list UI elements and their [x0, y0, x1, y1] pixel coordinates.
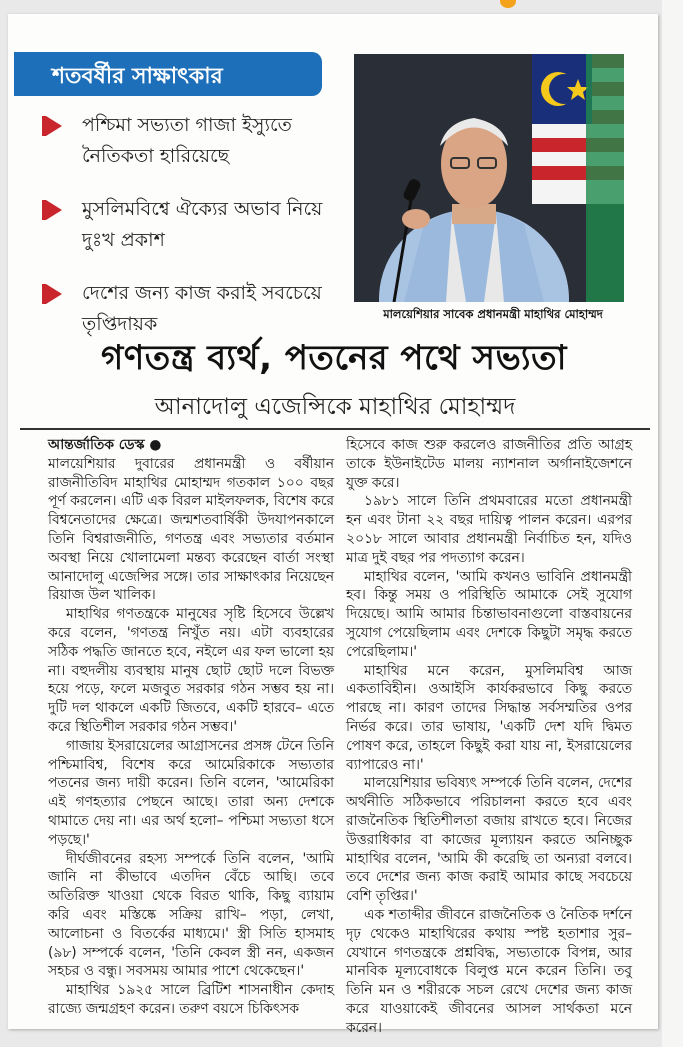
paragraph: মালয়েশিয়ার ভবিষ্যৎ সম্পর্কে তিনি বলেন, দেশের অর্থনীতি সঠিকভাবে পরিচালনা করতে হবে এবং রাজনৈতিক স্থিতিশীলতা বজায় রাখতে হবে। নিজের উত্তরাধিকার বা কাজের মূল্যায়ন করতে অনিচ্ছুক মাহাথির বলেন, 'আমি কী করেছি তা অন্যরা বলবে। তবে দেশের জন্য কাজ করাই আমার কাছে সবচেয়ে বেশি তৃপ্তির।' [346, 775, 632, 905]
highlight-text: পশ্চিমা সভ্যতা গাজা ইস্যুতে নৈতিকতা হারিয়েছে [82, 114, 292, 167]
section-banner [14, 52, 322, 96]
paragraph: মাহাথির মনে করেন, মুসলিমবিশ্ব আজ একতাবিহীন। ওআইসি কার্যকরভাবে কিছু করতে পারছে না। কারণ তাদের সিদ্ধান্ত সর্বসম্মতির ওপর নির্ভর করে। তার ভাষায়, 'একটি দেশ যদি দ্বিমত পোষণ করে, তাহলে কিছুই করা যায় না, ইসরায়েলের ব্যাপারেও না।' [346, 662, 632, 773]
paragraph: মাহাথির ১৯২৫ সালে ব্রিটিশ শাসনাধীন কেদাহ রাজ্যে জন্মগ্রহণ করেন। তরুণ বয়সে চিকিৎসক [48, 982, 334, 1017]
desk-credit: আন্তর্জাতিক ডেস্ক ● [48, 437, 162, 453]
article-column-2 [346, 436, 632, 1038]
arrow-icon [46, 284, 62, 304]
paragraph: ১৯৮১ সালে তিনি প্রথমবারের মতো প্রধানমন্ত্রী হন এবং টানা ২২ বছর দায়িত্ব পালন করেন। এরপর ২০১৮ সালে আবার প্রধানমন্ত্রী নির্বাচিত হন, যদিও মাত্র দুই বছর পর পদত্যাগ করেন। [346, 493, 632, 566]
subheadline: আনাদোলু এজেন্সিকে মাহাথির মোহাম্মদ [154, 394, 516, 420]
headline: গণতন্ত্র ব্যর্থ, পতনের পথে সভ্যতা [100, 338, 568, 378]
speaker-photo-illustration [354, 54, 624, 302]
photo-caption: মালয়েশিয়ার সাবেক প্রধানমন্ত্রী মাহাথির মোহাম্মদ [383, 307, 603, 321]
section-banner-label: শতবর্ষীর সাক্ষাৎকার [52, 64, 223, 89]
highlight-item [46, 110, 331, 172]
paragraph: মাহাথির বলেন, 'আমি কখনও ভাবিনি প্রধানমন্ত্রী হব। কিন্তু সময় ও পরিস্থিতি আমাকে সেই সুযোগ দিয়েছে। আমি আমার চিন্তাভাবনাগুলো বাস্তবায়নের সুযোগ পেয়েছিলাম এবং দেশকে কিছুটা সমৃদ্ধ করতে পেরেছিলাম।' [346, 568, 632, 660]
accent-dot [500, 0, 516, 8]
adjacent-page-edge [662, 0, 683, 1047]
highlight-list [46, 110, 331, 362]
arrow-icon [46, 200, 62, 220]
paragraph: দীর্ঘজীবনের রহস্য সম্পর্কে তিনি বলেন, 'আমি জানি না কীভাবে এতদিন বেঁচে আছি। তবে অতিরিক্ত খাওয়া থেকে বিরত থাকি, কিছু ব্যায়াম করি এবং মস্তিষ্কে সক্রিয় রাখি– পড়া, লেখা, আলোচনা ও বিতর্কের মাধ্যমে।' স্ত্রী সিতি হাসমাহ (৯৮) সম্পর্কে বলেন, 'তিনি কেবল স্ত্রী নন, একজন সহচর ও বন্ধু। সবসময় আমার পাশে থেকেছেন।' [48, 850, 334, 980]
news-photo [354, 54, 624, 302]
highlight-text: মুসলিমবিশ্বে ঐক্যের অভাব নিয়ে দুঃখ প্রকাশ [82, 198, 323, 251]
divider [20, 428, 650, 430]
paragraph: মাহাথির গণতন্ত্রকে মানুষের সৃষ্টি হিসেবে উল্লেখ করে বলেন, 'গণতন্ত্র নিখুঁত নয়। এটা ব্যবহারের সঠিক পদ্ধতি জানতে হবে, নইলে এর ফল ভালো হয় না। বহুদলীয় ব্যবস্থায় মানুষ ছোট ছোট দলে বিভক্ত হয়ে পড়ে, ফলে মজবুত সরকার গঠন সম্ভব হয় না। দুটি দল থাকলে একটি জিতবে, একটি হারবে– এতে করে স্থিতিশীল সরকার গঠন সম্ভব।' [48, 606, 334, 735]
highlight-item [46, 194, 331, 256]
arrow-icon [46, 116, 62, 136]
highlight-item [46, 278, 331, 340]
paragraph: এক শতাব্দীর জীবনে রাজনৈতিক ও নৈতিক দর্শনে দৃঢ় থেকেও মাহাথিরের কথায় স্পষ্ট হতাশার সুর– যেখানে গণতন্ত্রকে প্রশ্নবিদ্ধ, সভ্যতাকে বিপন্ন, আর মানবিক মূল্যবোধকে বিলুপ্ত মনে করেন তিনি। তবু তিনি মন ও শরীরকে সচল রেখে দেশের জন্য কাজ করে যাওয়াকেই জীবনের আসল সার্থকতা মনে করেন। [346, 906, 632, 1036]
article-column-1 [48, 436, 334, 1019]
paragraph: গাজায় ইসরায়েলের আগ্রাসনের প্রসঙ্গ টেনে তিনি পশ্চিমাবিশ্ব, বিশেষ করে আমেরিকাকে সভ্যতার পতনের জন্য দায়ী করেন। তিনি বলেন, 'আমেরিকা এই গণহত্যার পেছনে আছে। তারা অন্য দেশকে থামাতে দেয় না। এর অর্থ হলো– পশ্চিমা সভ্যতা ধসে পড়ছে।' [48, 737, 334, 848]
paragraph: মালয়েশিয়ার দুবারের প্রধানমন্ত্রী ও বর্ষীয়ান রাজনীতিবিদ মাহাথির মোহাম্মদ গতকাল ১০০ বছর পূর্ণ করলেন। এটি এক বিরল মাইলফলক, বিশেষ করে বিশ্বনেতাদের ক্ষেত্রে। জন্মশতবার্ষিকী উদযাপনকালে তিনি বিশ্বরাজনীতি, গণতন্ত্র এবং সভ্যতার বর্তমান অবস্থা নিয়ে খোলামেলা মন্তব্য করেছেন বার্তা সংস্থা আনাদোলু এজেন্সির সঙ্গে। তার সাক্ষাৎকার নিয়েছেন রিয়াজ উল খালিক। [48, 455, 334, 604]
paragraph: হিসেবে কাজ শুরু করলেও রাজনীতির প্রতি আগ্রহ তাকে ইউনাইটেড মালয় ন্যাশনাল অর্গানাইজেশনে যুক্ত করে। [346, 437, 632, 491]
highlight-text: দেশের জন্য কাজ করাই সবচেয়ে তৃপ্তিদায়ক [82, 282, 322, 335]
